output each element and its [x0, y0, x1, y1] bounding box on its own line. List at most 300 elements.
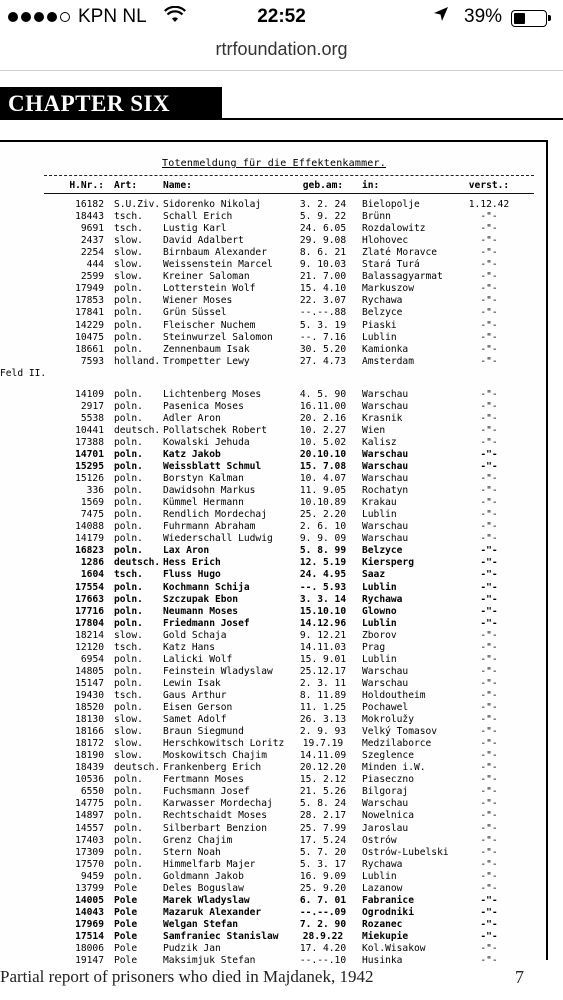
cell-ver: -"-: [480, 762, 498, 774]
cell-date: 7. 2. 90: [299, 918, 347, 930]
cell-ort: Brünn: [362, 211, 391, 223]
cell-art: slow.: [114, 235, 143, 247]
cell-date: --.--.88: [299, 307, 347, 319]
status-bar: [0, 0, 563, 36]
cell-date: 5. 7. 20: [299, 846, 347, 858]
cell-date: 28. 2.17: [299, 810, 347, 822]
cell-name: Samet Adolf: [163, 714, 227, 726]
cell-ort: Kalisz: [362, 436, 397, 448]
cell-nr: 2917: [80, 400, 104, 412]
cell-date: 6. 7. 01: [299, 894, 347, 906]
cell-art: poln.: [114, 810, 143, 822]
cell-nr: 16823: [75, 545, 104, 557]
cell-art: poln.: [114, 846, 143, 858]
cell-art: deutsch.: [114, 762, 161, 774]
table-row: [0, 823, 548, 834]
cell-art: tsch.: [114, 211, 143, 223]
cell-ver: -"-: [480, 629, 498, 641]
cell-art: poln.: [114, 319, 143, 331]
cell-ver: -"-: [480, 702, 498, 713]
cell-nr: 17403: [75, 834, 104, 846]
cell-art: poln.: [114, 605, 143, 617]
cell-ver: -"-: [480, 569, 498, 581]
cell-nr: 2599: [80, 271, 104, 283]
url-bar-divider: [0, 70, 563, 71]
cell-art: poln.: [114, 834, 143, 846]
cell-art: slow.: [114, 271, 143, 283]
table-row: [0, 738, 548, 749]
cell-ver: -"-: [480, 665, 498, 677]
cell-name: Weissblatt Schmul: [163, 461, 262, 472]
table-row: [0, 666, 548, 677]
location-arrow-icon: [433, 6, 449, 27]
figure-caption: Partial report of prisoners who died in Majdanek, 1942: [0, 967, 374, 986]
cell-ort: Velký Tomasov: [362, 726, 438, 738]
table-row: [0, 295, 548, 306]
cell-ort: Kamionka: [362, 343, 409, 355]
table-row: [0, 449, 548, 460]
cell-name: Weissenstein Marcel: [163, 259, 273, 271]
table-row: [0, 678, 548, 689]
cell-ver: -"-: [480, 533, 498, 545]
cell-nr: 17969: [75, 918, 104, 930]
table-row: [0, 798, 548, 809]
cell-name: Wiederschall Ludwig: [163, 533, 273, 545]
cell-name: Wiener Moses: [163, 295, 233, 307]
cell-art: poln.: [114, 858, 143, 870]
cell-art: Pole: [114, 943, 138, 954]
cell-date: 9. 9. 09: [299, 533, 347, 545]
cell-art: poln.: [114, 461, 143, 472]
cell-ver: -"-: [480, 930, 498, 942]
cell-ort: Saaz: [362, 569, 386, 581]
cell-date: 20.12.20: [299, 762, 347, 774]
cell-nr: 18443: [75, 211, 104, 223]
cell-ver: -"-: [480, 461, 498, 472]
cell-nr: 18661: [75, 343, 104, 355]
cell-name: Lalicki Wolf: [163, 653, 233, 665]
cell-ort: Lazanow: [362, 882, 403, 894]
cell-nr: 14229: [75, 319, 104, 331]
cell-name: David Adalbert: [163, 235, 244, 247]
cell-name: Fuhrmann Abraham: [163, 521, 256, 533]
cell-date: 25. 9.20: [299, 882, 347, 894]
cell-ort: Jaroslau: [362, 822, 409, 834]
cell-art: poln.: [114, 509, 143, 521]
cell-name: Fuchsmann Josef: [163, 786, 250, 798]
table-header: [0, 180, 548, 193]
cell-ort: Szeglence: [362, 750, 414, 762]
cell-name: Kreiner Saloman: [163, 271, 250, 283]
cell-nr: 18006: [75, 943, 104, 954]
cell-ver: -"-: [480, 689, 498, 701]
cell-art: Pole: [114, 894, 138, 906]
cell-date: 14.12.96: [299, 617, 347, 629]
cell-art: slow.: [114, 247, 143, 259]
cell-ver: -"-: [480, 259, 498, 271]
cell-nr: 10475: [75, 331, 104, 343]
cell-art: deutsch.: [114, 424, 161, 436]
cell-ver: -"-: [480, 714, 498, 726]
cell-name: Steinwurzel Salomon: [163, 331, 273, 343]
cell-art: slow.: [114, 714, 143, 726]
table-row: [0, 307, 548, 318]
table-row: [0, 835, 548, 846]
cell-ver: -"-: [480, 774, 498, 786]
cell-date: 11. 9.05: [299, 485, 347, 497]
cell-nr: 13799: [75, 882, 104, 894]
cell-ort: Kiersperg: [362, 557, 414, 569]
cell-art: poln.: [114, 497, 143, 509]
table-row: [0, 461, 548, 472]
cell-name: Frankenberg Erich: [163, 762, 262, 774]
cell-ver: -"-: [480, 955, 498, 967]
cell-nr: 12120: [75, 641, 104, 653]
cell-ort: Glowno: [362, 605, 397, 617]
cell-ort: Pochawel: [362, 702, 409, 713]
cell-name: Katz Hans: [163, 641, 215, 653]
cell-date: 26. 3.13: [299, 714, 347, 726]
cell-ort: Warschau: [362, 798, 409, 810]
cell-name: Deles Boguslaw: [163, 882, 244, 894]
cell-date: 3. 3. 14: [299, 593, 347, 605]
cell-date: 2. 9. 93: [299, 726, 347, 738]
table-row: [0, 907, 548, 918]
table-row: [0, 726, 548, 737]
cell-art: holland.: [114, 355, 161, 367]
cell-date: 15. 4.10: [299, 283, 347, 295]
table-row: [0, 569, 548, 580]
cell-nr: 18439: [75, 762, 104, 774]
document-rule: [44, 175, 534, 176]
table-row: [0, 545, 548, 556]
cell-name: Lewin Isak: [163, 677, 221, 689]
cell-art: poln.: [114, 822, 143, 834]
cell-ort: Rochatyn: [362, 485, 409, 497]
cell-ver: -"-: [480, 557, 498, 569]
cell-ort: Ogrodniki: [362, 906, 414, 918]
table-row: [0, 356, 548, 367]
document-scan: [0, 140, 548, 967]
cell-name: Fleischer Nuchem: [163, 319, 256, 331]
cell-name: Herschkowitsch Loritz: [163, 738, 285, 750]
cell-date: 9. 12.21: [299, 629, 347, 641]
table-row: [0, 810, 548, 821]
cell-name: Grün Süssel: [163, 307, 227, 319]
cell-date: 5. 3. 17: [299, 858, 347, 870]
cell-name: Lotterstein Wolf: [163, 283, 256, 295]
cell-ver: -"-: [480, 726, 498, 738]
cell-date: 3. 2. 24: [299, 199, 347, 210]
cell-ort: Balassagyarmat: [362, 271, 443, 283]
cell-name: Braun Siegmund: [163, 726, 244, 738]
cell-ver: -"-: [480, 882, 498, 894]
cell-art: slow.: [114, 259, 143, 271]
cell-name: Goldmann Jakob: [163, 870, 244, 882]
header-date: geb.am:: [302, 180, 344, 191]
cell-ort: Zlaté Moravce: [362, 247, 438, 259]
cell-ver: -"-: [480, 424, 498, 436]
table-row: [0, 389, 548, 400]
table-row: [0, 642, 548, 653]
cell-ort: Mokrolužy: [362, 714, 414, 726]
table-row: [0, 521, 548, 532]
cell-art: poln.: [114, 473, 143, 485]
cell-name: Lichtenberg Moses: [163, 388, 262, 400]
cell-date: 25.12.17: [299, 665, 347, 677]
url-bar[interactable]: [0, 36, 563, 66]
header-art: Art:: [114, 180, 138, 191]
cell-nr: 17570: [75, 858, 104, 870]
cell-name: Szczupak Ebon: [163, 593, 239, 605]
cell-date: 14.11.09: [299, 750, 347, 762]
cell-date: 24. 6.05: [299, 223, 347, 235]
cell-ver: -"-: [480, 355, 498, 367]
cell-ort: Prag: [362, 641, 386, 653]
cell-nr: 18520: [75, 702, 104, 713]
cell-name: Kowalski Jehuda: [163, 436, 250, 448]
cell-date: 2. 6. 10: [299, 521, 347, 533]
cell-nr: 444: [86, 259, 104, 271]
table-row: [0, 750, 548, 761]
cell-ort: Krakau: [362, 497, 397, 509]
header-died: verst.:: [468, 180, 510, 191]
table-row: [0, 714, 548, 725]
cell-date: 20. 2.16: [299, 412, 347, 424]
table-row: [0, 320, 548, 331]
cell-date: --. 7.16: [299, 331, 347, 343]
cell-name: Adler Aron: [163, 412, 221, 424]
cell-name: Fluss Hugo: [163, 569, 221, 581]
cell-art: poln.: [114, 283, 143, 295]
cell-nr: 7593: [80, 355, 104, 367]
table-row: [0, 582, 548, 593]
table-row: [0, 199, 548, 210]
cell-ver: -"-: [480, 834, 498, 846]
cell-name: Fertmann Moses: [163, 774, 244, 786]
cell-nr: 336: [86, 485, 104, 497]
cell-date: 12. 5.19: [299, 557, 347, 569]
header-name: Name:: [163, 180, 192, 191]
cell-ver: -"-: [480, 271, 498, 283]
cell-ver: -"-: [480, 750, 498, 762]
cell-name: Grenz Chajim: [163, 834, 233, 846]
cell-date: 14.11.03: [299, 641, 347, 653]
table-row: [0, 509, 548, 520]
cell-name: Kochmann Schija: [163, 581, 250, 593]
cell-art: poln.: [114, 521, 143, 533]
cell-nr: 17309: [75, 846, 104, 858]
cell-date: 10. 5.02: [299, 436, 347, 448]
cell-name: Trompetter Lewy: [163, 355, 250, 367]
url-text: rtrfoundation.org: [215, 39, 348, 59]
cell-ort: Ostrów-Lubelski: [362, 846, 449, 858]
cell-name: Kümmel Hermann: [163, 497, 244, 509]
cell-name: Borstyn Kalman: [163, 473, 244, 485]
cell-ver: -"-: [480, 738, 498, 750]
cell-art: Pole: [114, 918, 138, 930]
cell-ort: Miekupie: [362, 930, 409, 942]
cell-nr: 18190: [75, 750, 104, 762]
cell-name: Lustig Karl: [163, 223, 227, 235]
cell-name: Pudzik Jan: [163, 943, 221, 954]
cell-nr: 14557: [75, 822, 104, 834]
cell-ort: Bilgoraj: [362, 786, 409, 798]
cell-ver: -"-: [480, 307, 498, 319]
cell-nr: 17841: [75, 307, 104, 319]
table-row: [0, 606, 548, 617]
header-place: in:: [362, 180, 380, 191]
cell-date: 20.10.10: [299, 448, 347, 460]
cell-nr: 17554: [75, 581, 104, 593]
cell-ver: -"-: [480, 943, 498, 954]
cell-date: 15. 2.12: [299, 774, 347, 786]
cell-nr: 10441: [75, 424, 104, 436]
cell-nr: 14775: [75, 798, 104, 810]
cell-art: poln.: [114, 307, 143, 319]
cell-ort: Rychawa: [362, 858, 403, 870]
cell-art: poln.: [114, 665, 143, 677]
cell-ver: -"-: [480, 497, 498, 509]
cell-date: 21. 5.26: [299, 786, 347, 798]
cell-nr: 19430: [75, 689, 104, 701]
cell-date: 25. 2.20: [299, 509, 347, 521]
cell-date: 10.10.89: [299, 497, 347, 509]
cell-date: 4. 5. 90: [299, 388, 347, 400]
document-title: Totenmeldung für die Effektenkammer.: [162, 158, 386, 169]
cell-ver: -"-: [480, 918, 498, 930]
cell-date: 16.11.00: [299, 400, 347, 412]
cell-ort: Markuszow: [362, 283, 414, 295]
cell-ort: Nowelnica: [362, 810, 414, 822]
cell-ver: -"-: [480, 211, 498, 223]
cell-ver: -"-: [480, 331, 498, 343]
cell-date: 15.10.10: [299, 605, 347, 617]
cell-nr: 14005: [75, 894, 104, 906]
cell-date: 24. 4.95: [299, 569, 347, 581]
cell-art: poln.: [114, 400, 143, 412]
cell-date: --.--.09: [299, 906, 347, 918]
cell-date: 22. 3.07: [299, 295, 347, 307]
cell-name: Feinstein Wladyslaw: [163, 665, 273, 677]
cell-ort: Warschau: [362, 665, 409, 677]
cell-date: 8. 11.89: [299, 689, 347, 701]
cell-name: Welgan Stefan: [163, 918, 239, 930]
table-row: [0, 259, 548, 270]
cell-nr: 14805: [75, 665, 104, 677]
cell-ort: Medzilaborce: [362, 738, 432, 750]
cell-date: 10. 2.27: [299, 424, 347, 436]
cell-art: poln.: [114, 331, 143, 343]
table-row: [0, 413, 548, 424]
cell-name: Maksimjuk Stefan: [163, 955, 256, 967]
cell-ort: Krasnik: [362, 412, 403, 424]
cell-ort: Rychawa: [362, 593, 403, 605]
cell-nr: 14701: [75, 448, 104, 460]
cell-date: 21. 7.00: [299, 271, 347, 283]
cell-nr: 2437: [80, 235, 104, 247]
cell-nr: 17804: [75, 617, 104, 629]
cell-ver: -"-: [480, 858, 498, 870]
table-row: [0, 762, 548, 773]
cell-ort: Belzyce: [362, 307, 403, 319]
table-row: [0, 955, 548, 966]
cell-ort: Kol.Wisakow: [362, 943, 426, 954]
table-row: [0, 871, 548, 882]
cell-ort: Rozdalowitz: [362, 223, 426, 235]
cell-date: 5. 9. 22: [299, 211, 347, 223]
cell-ort: Warschau: [362, 677, 409, 689]
table-row: [0, 943, 548, 954]
cell-date: 25. 7.99: [299, 822, 347, 834]
cell-art: tsch.: [114, 223, 143, 235]
cell-art: Pole: [114, 955, 138, 967]
cell-ver: -"-: [480, 412, 498, 424]
cell-art: S.U.Ziv.: [114, 199, 161, 210]
cell-ver: -"-: [480, 906, 498, 918]
table-row: [0, 774, 548, 785]
cell-nr: 18214: [75, 629, 104, 641]
cell-date: 17. 5.24: [299, 834, 347, 846]
cell-date: 5. 8. 24: [299, 798, 347, 810]
cell-ver: -"-: [480, 485, 498, 497]
cell-art: poln.: [114, 702, 143, 713]
cell-nr: 18166: [75, 726, 104, 738]
cell-nr: 18130: [75, 714, 104, 726]
cell-nr: 14109: [75, 388, 104, 400]
cell-nr: 1569: [80, 497, 104, 509]
cell-nr: 14088: [75, 521, 104, 533]
cell-ver: -"-: [480, 605, 498, 617]
cell-name: Lax Aron: [163, 545, 210, 557]
cell-ort: Minden i.W.: [362, 762, 426, 774]
cell-name: Katz Jakob: [163, 448, 221, 460]
cell-date: 11. 1.25: [299, 702, 347, 713]
cell-nr: 18172: [75, 738, 104, 750]
cell-ort: Zborov: [362, 629, 397, 641]
cell-name: Pollatschek Robert: [163, 424, 267, 436]
cell-date: 27. 4.73: [299, 355, 347, 367]
table-row: [0, 919, 548, 930]
cell-ort: Husinka: [362, 955, 403, 967]
cell-nr: 2254: [80, 247, 104, 259]
cell-ver: -"-: [480, 343, 498, 355]
cell-name: Rendlich Mordechaj: [163, 509, 267, 521]
cell-art: poln.: [114, 388, 143, 400]
cell-ver: -"-: [480, 388, 498, 400]
cell-art: slow.: [114, 750, 143, 762]
cell-ver: -"-: [480, 283, 498, 295]
cell-name: Karwasser Mordechaj: [163, 798, 273, 810]
table-row: [0, 594, 548, 605]
cell-ver: -"-: [480, 810, 498, 822]
table-row: [0, 497, 548, 508]
cell-ort: Warschau: [362, 400, 409, 412]
table-row: [0, 211, 548, 222]
table-row: [0, 702, 548, 713]
cell-name: Zennenbaum Isak: [163, 343, 250, 355]
cell-nr: 19147: [75, 955, 104, 967]
cell-nr: 1286: [80, 557, 104, 569]
cell-ort: Belzyce: [362, 545, 403, 557]
cell-nr: 14043: [75, 906, 104, 918]
cell-art: poln.: [114, 533, 143, 545]
cell-ort: Lublin: [362, 581, 397, 593]
cell-ver: -"-: [480, 247, 498, 259]
cell-nr: 5538: [80, 412, 104, 424]
cell-nr: 15295: [75, 461, 104, 472]
cell-name: Stern Noah: [163, 846, 221, 858]
